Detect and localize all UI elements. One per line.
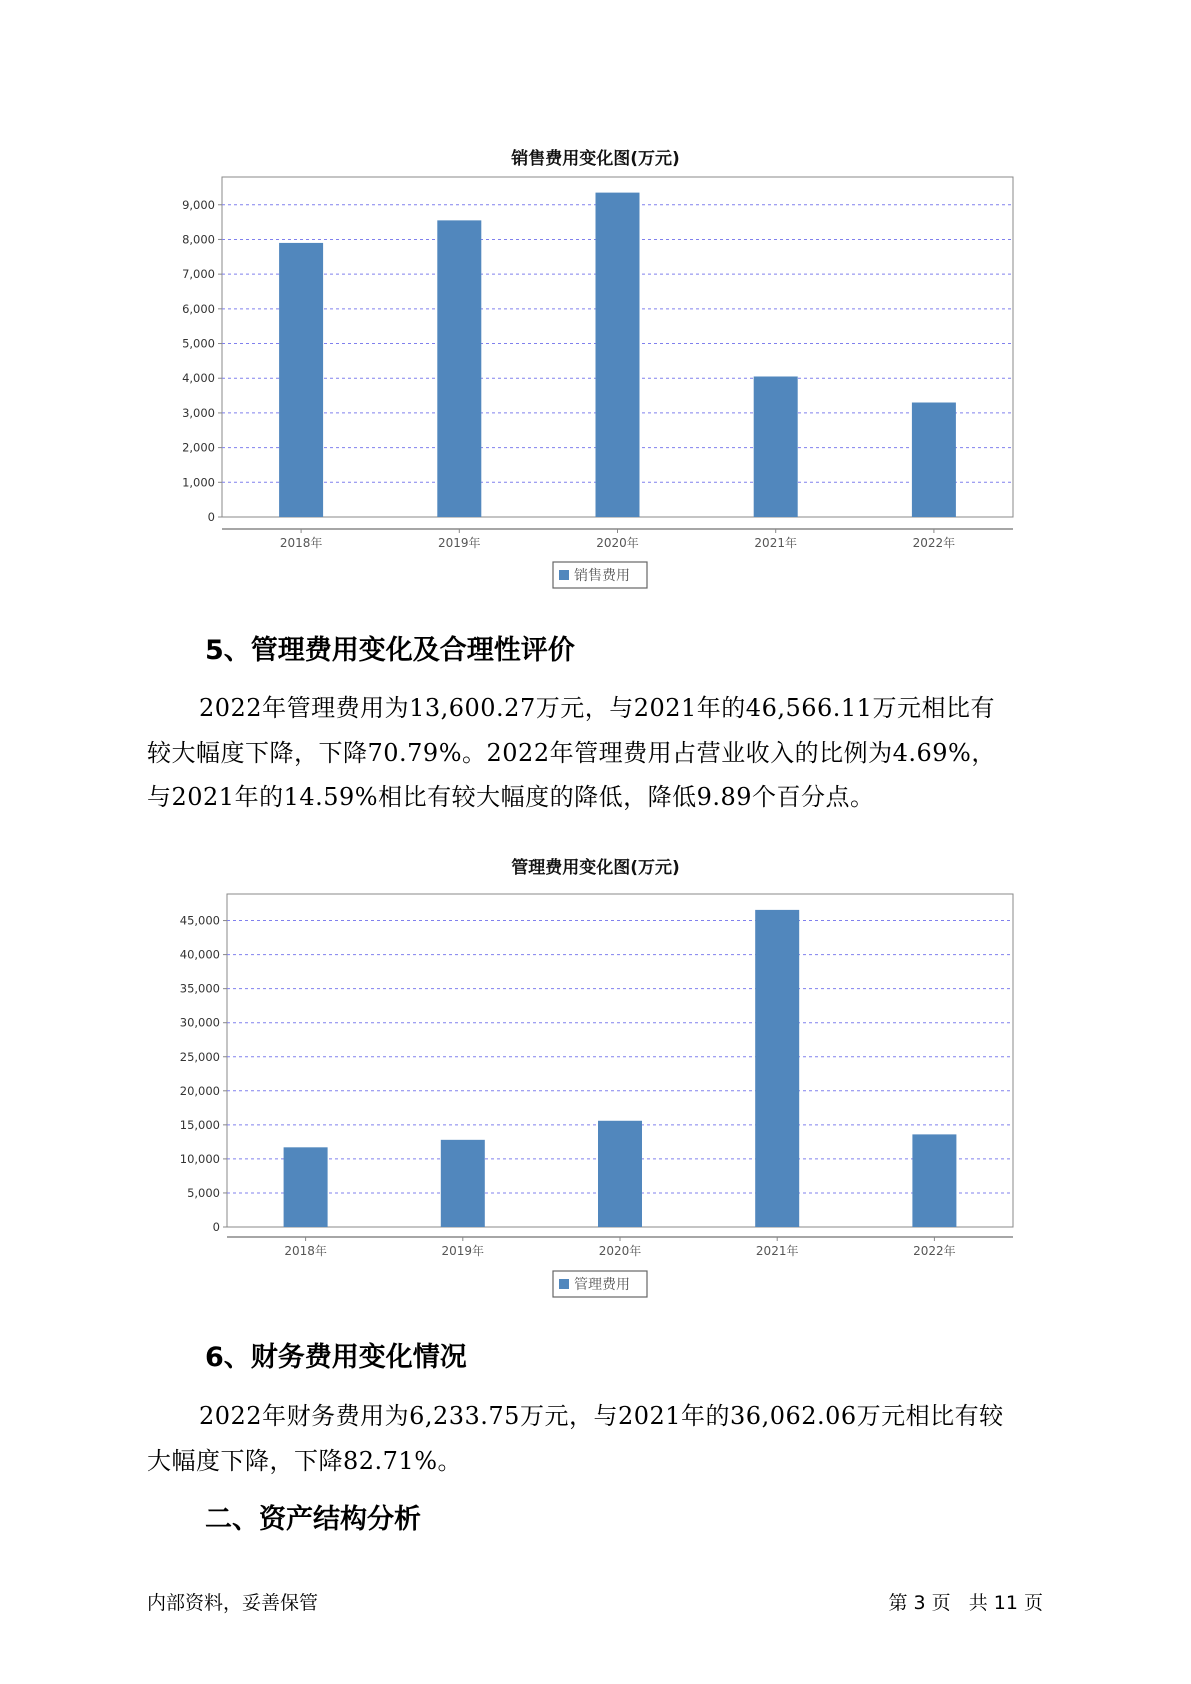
section-6-paragraph (147, 1394, 1065, 1483)
paragraph-line: 2022年财务费用为6,233.75万元，与2021年的36,062.06万元相比有较 (199, 1402, 1004, 1430)
paragraph-line: 与2021年的14.59%相比有较大幅度的降低，降低9.89个百分点。 (147, 783, 875, 811)
x-tick-label: 2020年 (596, 536, 639, 550)
x-tick-label: 2022年 (912, 536, 956, 550)
y-tick-label: 3,000 (182, 405, 215, 420)
x-tick-label: 2020年 (598, 1244, 642, 1258)
footer-confidential-note: 内部资料，妥善保管 (147, 1592, 319, 1614)
x-tick-label: 2021年 (755, 1244, 799, 1258)
y-tick-label: 9,000 (182, 197, 215, 212)
bar (441, 1140, 485, 1227)
legend-swatch (559, 1279, 569, 1289)
y-tick-label: 1,000 (182, 475, 215, 490)
y-tick-label: 30,000 (179, 1015, 220, 1030)
sales-expense-chart (0, 175, 1191, 615)
section-5-paragraph (147, 686, 1065, 820)
legend-label: 管理费用 (574, 1277, 630, 1293)
y-tick-label: 6,000 (182, 301, 215, 316)
legend-label: 销售费用 (574, 568, 630, 584)
y-tick-label: 2,000 (182, 440, 215, 455)
bar (755, 910, 799, 1227)
bar (912, 403, 956, 517)
footer-page-number: 第 3 页 共 11 页 (888, 1592, 1043, 1614)
bar (279, 243, 323, 517)
chart-legend (553, 1271, 647, 1297)
x-tick-label: 2018年 (279, 536, 323, 550)
chart-legend (553, 562, 647, 588)
section-6-heading: 6、财务费用变化情况 (205, 1342, 467, 1373)
x-tick-label: 2018年 (284, 1244, 327, 1258)
bar (754, 376, 798, 517)
section-5-heading: 5、管理费用变化及合理性评价 (205, 635, 575, 666)
y-tick-label: 35,000 (179, 981, 220, 996)
y-tick-label: 15,000 (179, 1117, 220, 1132)
y-tick-label: 40,000 (179, 947, 220, 962)
bar (284, 1147, 328, 1227)
x-tick-label: 2022年 (913, 1244, 956, 1258)
y-tick-label: 8,000 (182, 232, 215, 247)
y-tick-label: 0 (212, 1220, 220, 1234)
x-tick-label: 2019年 (438, 536, 481, 550)
bar (437, 220, 481, 517)
y-tick-label: 0 (207, 510, 215, 524)
y-tick-label: 45,000 (179, 913, 220, 928)
y-tick-label: 5,000 (187, 1185, 220, 1200)
section-2-heading: 二、资产结构分析 (205, 1504, 421, 1535)
paragraph-line: 2022年管理费用为13,600.27万元，与2021年的46,566.11万元相比有 (199, 694, 995, 722)
x-tick-label: 2019年 (441, 1244, 485, 1258)
admin-chart-title: 管理费用变化图(万元) (511, 858, 680, 878)
paragraph-line: 较大幅度下降，下降70.79%。2022年管理费用占营业收入的比例为4.69%， (147, 738, 996, 767)
x-tick-label: 2021年 (754, 536, 797, 550)
y-tick-label: 25,000 (179, 1049, 220, 1064)
y-tick-label: 7,000 (182, 267, 215, 282)
bar (912, 1134, 956, 1227)
admin-expense-chart (0, 885, 1191, 1325)
y-tick-label: 20,000 (179, 1083, 220, 1098)
sales-chart-title: 销售费用变化图(万元) (511, 149, 680, 169)
y-tick-label: 4,000 (182, 371, 215, 386)
y-tick-label: 10,000 (179, 1151, 220, 1166)
paragraph-line: 大幅度下降，下降82.71%。 (147, 1446, 463, 1475)
legend-swatch (559, 570, 569, 580)
bar (598, 1121, 642, 1227)
bar (596, 193, 640, 517)
y-tick-label: 5,000 (182, 336, 215, 351)
